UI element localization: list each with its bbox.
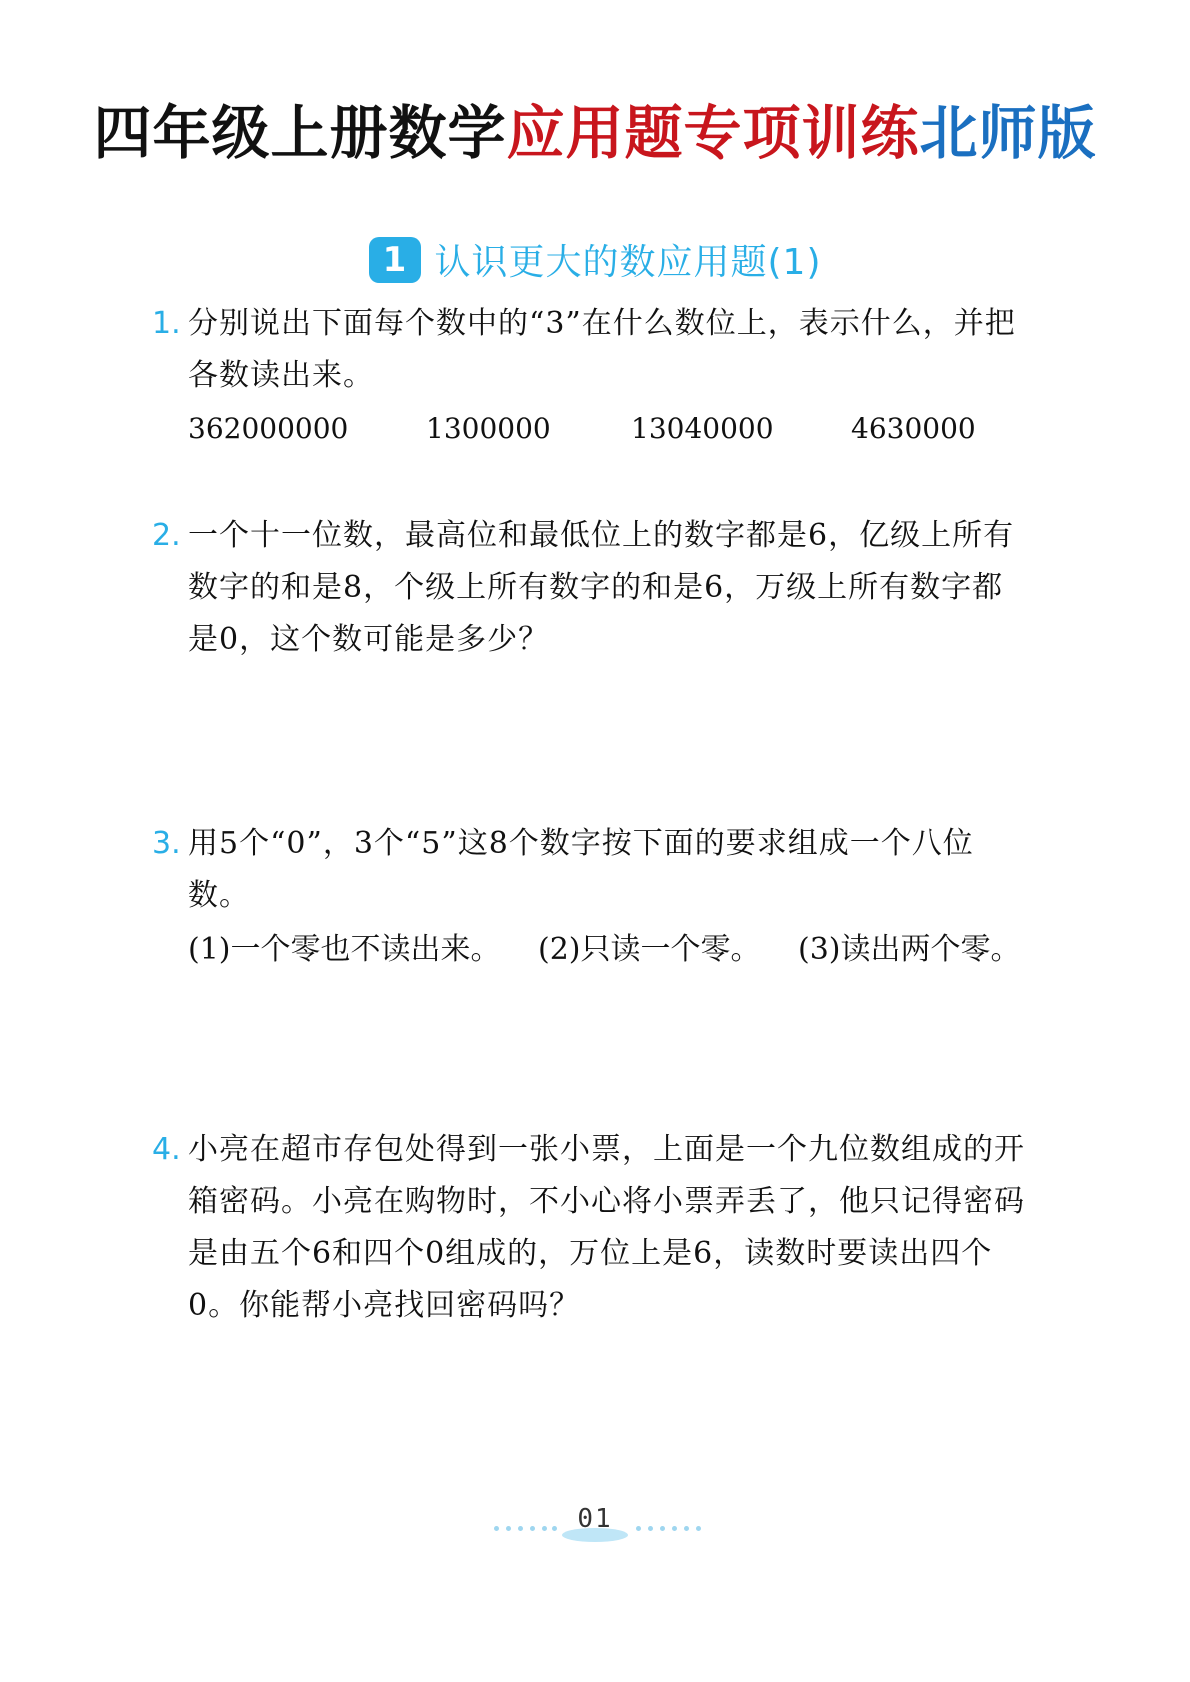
page-number: 01 — [577, 1504, 613, 1534]
title-part-blue: 北师版 — [919, 99, 1097, 167]
question-number: 1. — [152, 306, 181, 341]
numbers-row — [188, 404, 1032, 454]
section-header — [0, 234, 1190, 285]
title-part-black: 四年级上册数学 — [93, 99, 507, 167]
section-title: 认识更大的数应用题(1) — [434, 242, 822, 283]
page-footer — [0, 1504, 1190, 1544]
question-number: 3. — [152, 826, 181, 861]
number-item: 13040000 — [631, 412, 774, 445]
question-text: 用5个“0”，3个“5”这8个数字按下面的要求组成一个八位数。 — [188, 826, 974, 913]
question-number: 4. — [152, 1132, 181, 1167]
subpart-item: (2)只读一个零。 — [538, 932, 761, 967]
subpart-item: (3)读出两个零。 — [798, 932, 1021, 967]
question-text: 一个十一位数，最高位和最低位上的数字都是6，亿级上所有数字的和是8，个级上所有数字的和是6，万级上所有数字都是0，这个数可能是多少？ — [188, 518, 1015, 657]
question-2 — [152, 510, 1032, 666]
question-3 — [152, 818, 1032, 976]
question-text: 小亮在超市存包处得到一张小票，上面是一个九位数组成的开箱密码。小亮在购物时，不小心将小票弄丢了，他只记得密码是由五个6和四个0组成的，万位上是6，读数时要读出四个0。你能帮小亮找回密码吗？ — [188, 1132, 1025, 1323]
page-title — [0, 86, 1190, 170]
question-number: 2. — [152, 518, 181, 553]
number-item: 1300000 — [426, 412, 551, 445]
section-number-badge: 1 — [369, 237, 421, 283]
subpart-item: (1)一个零也不读出来。 — [188, 932, 501, 967]
number-item: 4630000 — [851, 412, 976, 445]
number-item: 362000000 — [188, 412, 349, 445]
subparts-row — [188, 924, 1032, 976]
question-1 — [152, 298, 1032, 454]
question-4 — [152, 1124, 1032, 1332]
title-part-red: 应用题专项训练 — [506, 99, 920, 167]
question-text: 分别说出下面每个数中的“3”在什么数位上，表示什么，并把各数读出来。 — [188, 306, 1016, 393]
